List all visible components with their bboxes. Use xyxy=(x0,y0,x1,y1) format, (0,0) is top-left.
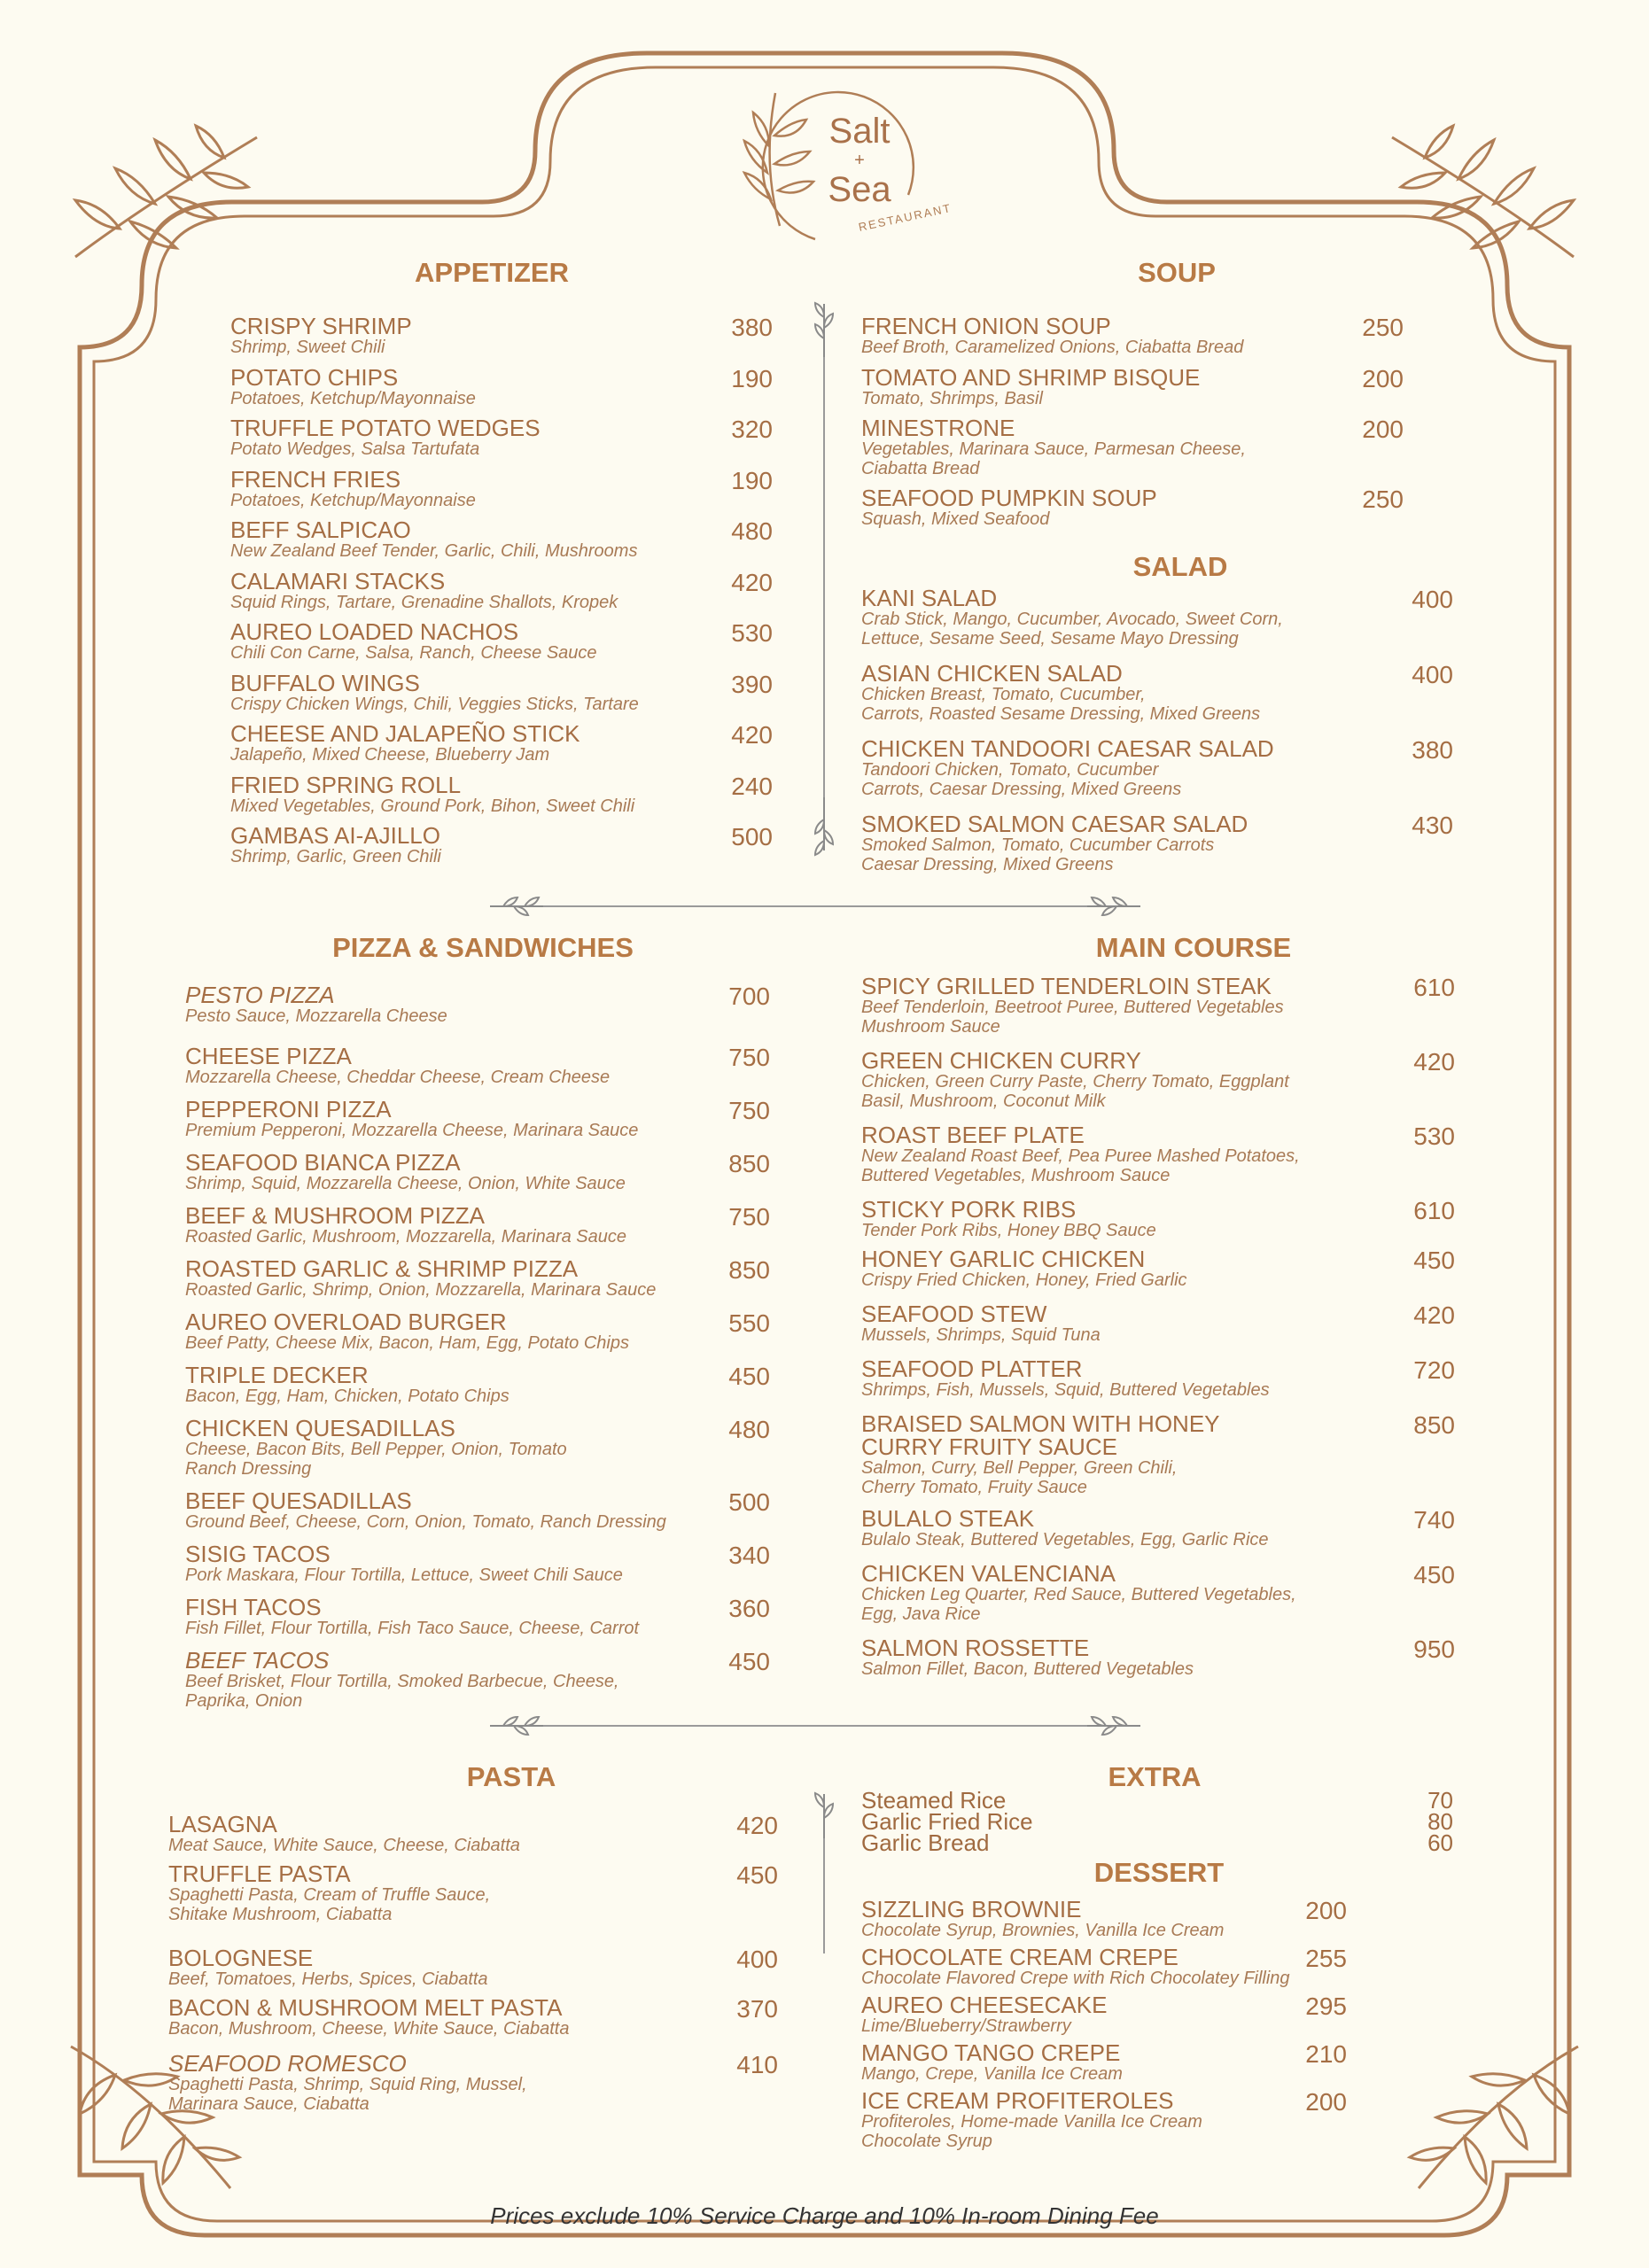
item-description: Bacon, Mushroom, Cheese, White Sauce, Ciabatta xyxy=(168,2019,570,2039)
menu-item xyxy=(861,1357,1455,1400)
item-description: Tandoori Chicken, Tomato, Cucumber Carrots, Caesar Dressing, Mixed Greens xyxy=(861,760,1182,799)
item-price: 390 xyxy=(731,670,773,698)
item-name: BEEF & MUSHROOM PIZZA xyxy=(185,1202,486,1229)
item-price: 500 xyxy=(731,823,773,850)
item-description: Bacon, Egg, Ham, Chicken, Potato Chips xyxy=(185,1386,509,1406)
item-price: 850 xyxy=(728,1150,770,1177)
item-description: Crispy Fried Chicken, Honey, Fried Garlic xyxy=(861,1270,1187,1290)
menu-item xyxy=(168,1862,778,1924)
item-description: Bulalo Steak, Buttered Vegetables, Egg, Garlic Rice xyxy=(861,1530,1269,1550)
item-price: 340 xyxy=(728,1542,770,1569)
item-name: SMOKED SALMON CAESAR SALAD xyxy=(861,811,1248,837)
row-divider-2 xyxy=(532,1725,1099,1727)
item-price: 400 xyxy=(1412,661,1453,688)
item-price: 610 xyxy=(1413,974,1455,1001)
section-title-soup: SOUP xyxy=(1138,257,1216,288)
item-price: 240 xyxy=(731,772,773,800)
item-name: Garlic Fried Rice xyxy=(861,1808,1033,1835)
item-description: Pesto Sauce, Mozzarella Cheese xyxy=(185,1006,447,1026)
section-title-extra: EXTRA xyxy=(1108,1761,1202,1792)
item-description: Beef, Tomatoes, Herbs, Spices, Ciabatta xyxy=(168,1969,488,1989)
item-name: Garlic Bread xyxy=(861,1829,990,1856)
item-name: CHICKEN TANDOORI CAESAR SALAD xyxy=(861,735,1274,762)
item-name: PESTO PIZZA xyxy=(185,982,335,1008)
item-price: 420 xyxy=(1413,1048,1455,1076)
item-name: FRENCH ONION SOUP xyxy=(861,313,1111,339)
item-description: Potato Wedges, Salsa Tartufata xyxy=(230,439,480,459)
item-description: Cheese, Bacon Bits, Bell Pepper, Onion, Tomato Ranch Dressing xyxy=(185,1440,567,1479)
menu-item xyxy=(861,2041,1347,2084)
item-price: 720 xyxy=(1413,1356,1455,1384)
item-description: Lime/Blueberry/Strawberry xyxy=(861,2016,1071,2036)
item-description: Beef Tenderloin, Beetroot Puree, Buttered Vegetables Mushroom Sauce xyxy=(861,998,1284,1037)
menu-item xyxy=(861,1507,1455,1550)
item-name: FRENCH FRIES xyxy=(230,465,401,493)
menu-item xyxy=(861,363,1404,408)
menu-item xyxy=(230,722,773,765)
extra-list xyxy=(861,1787,1453,1856)
item-description: Squid Rings, Tartare, Grenadine Shallots, Kropek xyxy=(230,592,618,612)
item-price: 380 xyxy=(1412,736,1453,764)
item-description: Roasted Garlic, Shrimp, Onion, Mozzarella, Marinara Sauce xyxy=(185,1280,657,1300)
item-name: CHEESE PIZZA xyxy=(185,1043,352,1069)
item-name: CRISPY SHRIMP xyxy=(230,313,412,339)
menu-item xyxy=(168,1813,778,1855)
item-description: Chicken Breast, Tomato, Cucumber, Carrots, Roasted Sesame Dressing, Mixed Greens xyxy=(861,685,1261,724)
item-price: 60 xyxy=(1427,1829,1453,1856)
item-price: 750 xyxy=(728,1203,770,1231)
item-name: AUREO LOADED NACHOS xyxy=(230,618,519,645)
item-name: TRUFFLE POTATO WEDGES xyxy=(230,415,541,441)
item-name: BEEF QUESADILLAS xyxy=(185,1487,412,1514)
item-price: 530 xyxy=(731,619,773,647)
item-price: 450 xyxy=(736,1861,778,1889)
menu-item xyxy=(185,1363,770,1406)
item-name: CHICKEN QUESADILLAS xyxy=(185,1415,455,1441)
item-description: Meat Sauce, White Sauce, Cheese, Ciabatta xyxy=(168,1836,520,1855)
menu-item xyxy=(185,1649,770,1711)
menu-item xyxy=(861,416,1404,478)
menu-item xyxy=(230,465,773,510)
menu-item xyxy=(861,1302,1455,1345)
list-item xyxy=(861,1829,1453,1856)
item-description: Chili Con Carne, Salsa, Ranch, Cheese Sauce xyxy=(230,643,597,663)
item-name: STICKY PORK RIBS xyxy=(861,1196,1077,1223)
sprig-ornament-icon xyxy=(486,893,548,920)
section-title-appetizer: APPETIZER xyxy=(415,257,569,288)
item-description: Roasted Garlic, Mushroom, Mozzarella, Marinara Sauce xyxy=(185,1227,626,1247)
item-name: ROASTED GARLIC & SHRIMP PIZZA xyxy=(185,1255,579,1282)
menu-item xyxy=(168,1996,778,2039)
logo-subtitle: RESTAURANT xyxy=(857,200,953,234)
item-price: 200 xyxy=(1362,364,1404,392)
menu-item xyxy=(185,1204,770,1247)
leaf-corner-bottom-right-icon xyxy=(1392,2038,1596,2197)
menu-item xyxy=(185,1542,770,1585)
item-price: 410 xyxy=(736,2051,778,2078)
menu-item xyxy=(230,518,773,561)
item-price: 850 xyxy=(1413,1411,1455,1439)
menu-item xyxy=(861,812,1453,874)
item-description: Shrimp, Sweet Chili xyxy=(230,338,385,357)
item-price: 320 xyxy=(731,416,773,443)
section-title-salad: SALAD xyxy=(1132,551,1228,582)
item-price: 250 xyxy=(1362,485,1404,513)
item-price: 70 xyxy=(1427,1787,1453,1814)
menu-item xyxy=(185,983,770,1026)
item-price: 430 xyxy=(1412,812,1453,839)
item-name: SIZZLING BROWNIE xyxy=(861,1896,1082,1922)
item-description: Jalapeño, Mixed Cheese, Blueberry Jam xyxy=(230,745,550,765)
item-name: SISIG TACOS xyxy=(185,1541,331,1567)
item-description: Chicken, Green Curry Paste, Cherry Tomato, Eggplant Basil, Mushroom, Coconut Milk xyxy=(861,1072,1289,1111)
item-description: Shrimps, Fish, Mussels, Squid, Buttered Vegetables xyxy=(861,1380,1270,1400)
item-description: Chocolate Syrup, Brownies, Vanilla Ice Cream xyxy=(861,1921,1225,1940)
logo-line1: Salt xyxy=(828,112,891,151)
sprig-ornament-icon xyxy=(811,1790,837,1843)
menu-item xyxy=(861,975,1455,1037)
item-description: Vegetables, Marinara Sauce, Parmesan Cheese, Ciabatta Bread xyxy=(861,439,1246,478)
menu-item xyxy=(185,1417,770,1479)
item-name: PEPPERONI PIZZA xyxy=(185,1096,392,1122)
leaf-corner-top-right-icon xyxy=(1379,124,1583,266)
item-name: BEFF SALPICAO xyxy=(230,517,411,543)
item-description: Spaghetti Pasta, Shrimp, Squid Ring, Mussel, Marinara Sauce, Ciabatta xyxy=(168,2075,527,2114)
item-name: SEAFOOD BIANCA PIZZA xyxy=(185,1149,461,1176)
item-description: Spaghetti Pasta, Cream of Truffle Sauce, Shitake Mushroom, Ciabatta xyxy=(168,1885,491,1924)
menu-item xyxy=(185,1310,770,1353)
item-name: BOLOGNESE xyxy=(168,1945,314,1971)
item-price: 550 xyxy=(728,1309,770,1337)
item-price: 400 xyxy=(1412,586,1453,613)
item-name: BACON & MUSHROOM MELT PASTA xyxy=(168,1994,563,2021)
item-description: Chicken Leg Quarter, Red Sauce, Buttered Vegetables, Egg, Java Rice xyxy=(861,1585,1296,1624)
item-name: SPICY GRILLED TENDERLOIN STEAK xyxy=(861,973,1272,999)
item-price: 295 xyxy=(1305,1992,1347,2020)
item-name: ICE CREAM PROFITEROLES xyxy=(861,2087,1174,2114)
sprig-ornament-icon xyxy=(486,1713,548,1739)
menu-item xyxy=(230,824,773,866)
item-description: Profiteroles, Home-made Vanilla Ice Cream Chocolate Syrup xyxy=(861,2112,1202,2151)
item-description: Potatoes, Ketchup/Mayonnaise xyxy=(230,388,476,408)
menu-item xyxy=(861,1412,1455,1497)
item-description: Salmon Fillet, Bacon, Buttered Vegetables xyxy=(861,1659,1194,1679)
item-name: KANI SALAD xyxy=(861,585,998,611)
item-description: Chocolate Flavored Crepe with Rich Chocolatey Filling xyxy=(861,1969,1290,1988)
item-price: 610 xyxy=(1413,1197,1455,1224)
item-price: 80 xyxy=(1427,1808,1453,1835)
item-price: 450 xyxy=(728,1648,770,1675)
item-description: Crab Stick, Mango, Cucumber, Avocado, Sweet Corn, Lettuce, Sesame Seed, Sesame Mayo Dressing xyxy=(861,610,1283,649)
sprig-ornament-icon xyxy=(811,299,837,361)
item-price: 420 xyxy=(731,721,773,749)
item-description: Beef Patty, Cheese Mix, Bacon, Ham, Egg, Potato Chips xyxy=(185,1333,629,1353)
item-description: Mussels, Shrimps, Squid Tuna xyxy=(861,1325,1101,1345)
item-price: 740 xyxy=(1413,1506,1455,1534)
item-description: Pork Maskara, Flour Tortilla, Lettuce, Sweet Chili Sauce xyxy=(185,1565,623,1585)
item-name: MINESTRONE xyxy=(861,415,1015,441)
menu-item xyxy=(185,1596,770,1638)
menu-item xyxy=(861,315,1404,357)
menu-item xyxy=(861,1247,1455,1290)
item-description: Premium Pepperoni, Mozzarella Cheese, Marinara Sauce xyxy=(185,1121,639,1140)
logo-plus: + xyxy=(854,151,865,170)
item-name: CHEESE AND JALAPEÑO STICK xyxy=(230,720,580,747)
item-price: 850 xyxy=(728,1256,770,1284)
item-price: 400 xyxy=(736,1946,778,1973)
item-name: SEAFOOD PLATTER xyxy=(861,1355,1083,1382)
item-description: Squash, Mixed Seafood xyxy=(861,509,1050,529)
menu-item xyxy=(185,1098,770,1140)
leaf-corner-top-left-icon xyxy=(66,124,270,266)
item-name: BULALO STEAK xyxy=(861,1505,1035,1532)
menu-item xyxy=(861,1898,1347,1940)
item-price: 480 xyxy=(731,517,773,545)
item-description: Mozzarella Cheese, Cheddar Cheese, Cream Cheese xyxy=(185,1068,611,1087)
menu-item xyxy=(168,2052,778,2114)
sprig-ornament-icon xyxy=(1083,893,1145,920)
item-price: 420 xyxy=(731,568,773,596)
item-description: Tender Pork Ribs, Honey BBQ Sauce xyxy=(861,1221,1156,1240)
menu-item xyxy=(861,1993,1347,2036)
item-price: 950 xyxy=(1413,1635,1455,1663)
item-name: SEAFOOD STEW xyxy=(861,1301,1047,1327)
item-price: 370 xyxy=(736,1995,778,2023)
menu-item xyxy=(230,363,773,408)
item-description: Crispy Chicken Wings, Chili, Veggies Sticks, Tartare xyxy=(230,694,639,714)
item-name: CHICKEN VALENCIANA xyxy=(861,1560,1116,1587)
item-name: TRIPLE DECKER xyxy=(185,1362,369,1388)
item-description: Beef Broth, Caramelized Onions, Ciabatta Bread xyxy=(861,338,1244,357)
section-title-main-course: MAIN COURSE xyxy=(1095,932,1292,963)
menu-item xyxy=(861,1636,1455,1679)
item-description: Fish Fillet, Flour Tortilla, Fish Taco Sauce, Cheese, Carrot xyxy=(185,1619,640,1638)
section-title-pizza: PIZZA & SANDWICHES xyxy=(332,932,634,963)
item-description: Smoked Salmon, Tomato, Cucumber Carrots Caesar Dressing, Mixed Greens xyxy=(861,835,1215,874)
item-price: 530 xyxy=(1413,1122,1455,1150)
item-price: 210 xyxy=(1305,2040,1347,2068)
menu-item xyxy=(861,1198,1455,1240)
menu-item xyxy=(230,567,773,612)
item-description: Potatoes, Ketchup/Mayonnaise xyxy=(230,490,476,510)
section-title-dessert: DESSERT xyxy=(1093,1857,1225,1888)
item-price: 380 xyxy=(731,314,773,341)
menu-item xyxy=(861,1946,1347,1988)
item-price: 420 xyxy=(736,1812,778,1839)
item-price: 190 xyxy=(731,364,773,392)
item-price: 200 xyxy=(1362,416,1404,443)
item-description: New Zealand Beef Tender, Garlic, Chili, Mushrooms xyxy=(230,541,638,561)
item-name: AUREO CHEESECAKE xyxy=(861,1992,1108,2018)
item-name: Steamed Rice xyxy=(861,1787,1007,1814)
menu-item xyxy=(230,773,773,816)
menu-item xyxy=(185,1045,770,1087)
menu-item xyxy=(230,669,773,714)
menu-item xyxy=(185,1151,770,1193)
item-name: HONEY GARLIC CHICKEN xyxy=(861,1246,1146,1272)
menu-item xyxy=(185,1257,770,1300)
row-divider-1 xyxy=(532,905,1099,907)
item-name: SEAFOOD PUMPKIN SOUP xyxy=(861,485,1157,511)
menu-item xyxy=(861,2089,1347,2151)
item-price: 450 xyxy=(1413,1247,1455,1274)
item-description: Mango, Crepe, Vanilla Ice Cream xyxy=(861,2064,1123,2084)
item-name: CHOCOLATE CREAM CREPE xyxy=(861,1944,1178,1970)
menu-item xyxy=(861,586,1453,649)
item-name: ROAST BEEF PLATE xyxy=(861,1122,1085,1148)
logo-wordmark xyxy=(806,111,913,210)
section-title-pasta: PASTA xyxy=(466,1761,556,1792)
item-description: Ground Beef, Cheese, Corn, Onion, Tomato, Ranch Dressing xyxy=(185,1512,666,1532)
item-description: Shrimp, Squid, Mozzarella Cheese, Onion, White Sauce xyxy=(185,1174,626,1193)
item-name: LASAGNA xyxy=(168,1811,277,1837)
menu-item xyxy=(861,1049,1455,1111)
item-name: MANGO TANGO CREPE xyxy=(861,2039,1121,2066)
item-price: 750 xyxy=(728,1097,770,1124)
item-price: 450 xyxy=(728,1363,770,1390)
item-description: Shrimp, Garlic, Green Chili xyxy=(230,847,441,866)
menu-item xyxy=(168,1946,778,1989)
item-price: 420 xyxy=(1413,1301,1455,1329)
item-price: 450 xyxy=(1413,1561,1455,1588)
item-name: TRUFFLE PASTA xyxy=(168,1860,351,1887)
logo-line2: Sea xyxy=(828,170,891,209)
menu-item xyxy=(861,1123,1455,1185)
item-description: Beef Brisket, Flour Tortilla, Smoked Barbecue, Cheese, Paprika, Onion xyxy=(185,1672,619,1711)
item-name: SEAFOOD ROMESCO xyxy=(168,2050,407,2077)
item-price: 250 xyxy=(1362,314,1404,341)
menu-item xyxy=(230,620,773,663)
item-name: CALAMARI STACKS xyxy=(230,567,446,594)
sprig-ornament-icon xyxy=(1083,1713,1145,1739)
item-description: New Zealand Roast Beef, Pea Puree Mashed Potatoes, Buttered Vegetables, Mushroom Sauce xyxy=(861,1146,1300,1185)
column-divider-top xyxy=(823,306,825,837)
item-price: 750 xyxy=(728,1044,770,1071)
item-name: FRIED SPRING ROLL xyxy=(230,771,462,798)
restaurant-logo xyxy=(727,75,953,252)
sprig-ornament-icon xyxy=(811,793,837,855)
menu-item xyxy=(861,486,1404,529)
item-name: POTATO CHIPS xyxy=(230,363,399,391)
item-name: ASIAN CHICKEN SALAD xyxy=(861,660,1123,687)
menu-item xyxy=(230,315,773,357)
item-description: Tomato, Shrimps, Basil xyxy=(861,388,1043,408)
item-price: 360 xyxy=(728,1595,770,1622)
menu-item xyxy=(185,1489,770,1532)
item-name: TOMATO AND SHRIMP BISQUE xyxy=(861,363,1201,391)
item-price: 200 xyxy=(1305,2088,1347,2116)
menu-item xyxy=(861,1562,1455,1624)
menu-item xyxy=(230,416,773,459)
item-name: SALMON ROSSETTE xyxy=(861,1635,1090,1661)
menu-item xyxy=(861,737,1453,799)
item-name: FISH TACOS xyxy=(185,1594,322,1620)
item-price: 480 xyxy=(728,1416,770,1443)
item-price: 255 xyxy=(1305,1945,1347,1972)
item-name: BEEF TACOS xyxy=(185,1647,330,1674)
item-name: BUFFALO WINGS xyxy=(230,669,420,696)
menu-item xyxy=(861,662,1453,724)
footer-note: Prices exclude 10% Service Charge and 10% In-room Dining Fee xyxy=(490,2202,1159,2229)
item-description: Salmon, Curry, Bell Pepper, Green Chili, Cherry Tomato, Fruity Sauce xyxy=(861,1458,1178,1497)
item-price: 500 xyxy=(728,1488,770,1516)
item-name: BRAISED SALMON WITH HONEY CURRY FRUITY SAUCE xyxy=(861,1410,1220,1460)
item-name: GAMBAS AI-AJILLO xyxy=(230,822,440,849)
item-price: 700 xyxy=(728,983,770,1010)
item-description: Mixed Vegetables, Ground Pork, Bihon, Sweet Chili xyxy=(230,796,635,816)
item-name: AUREO OVERLOAD BURGER xyxy=(185,1309,507,1335)
item-price: 200 xyxy=(1305,1897,1347,1924)
item-name: GREEN CHICKEN CURRY xyxy=(861,1047,1141,1074)
item-price: 190 xyxy=(731,466,773,494)
